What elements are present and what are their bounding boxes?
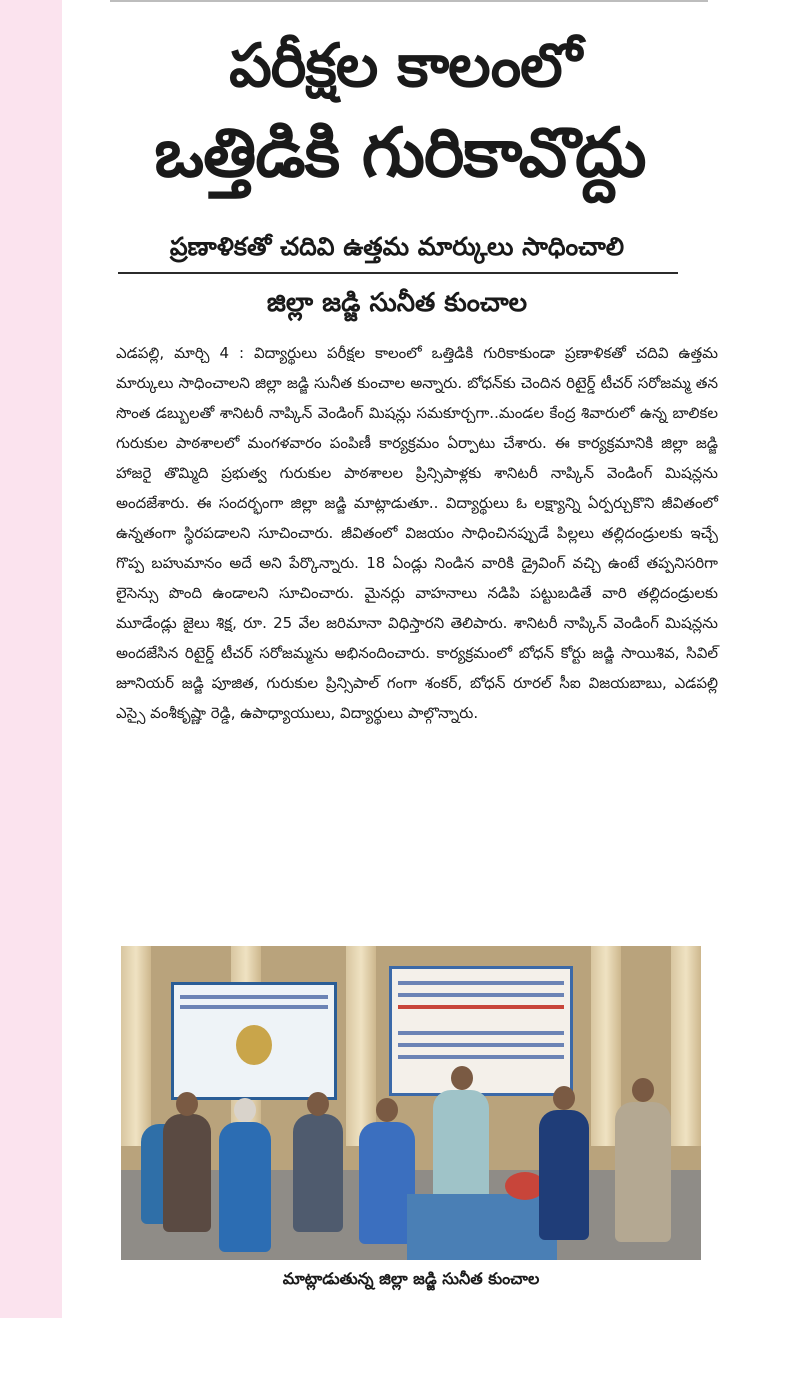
subheadline-divider (118, 272, 678, 274)
subheadline: ప్రణాళికతో చదివి ఉత్తమ మార్కులు సాధించాలి (169, 232, 625, 261)
photo-curtain (671, 946, 701, 1146)
photo-curtain (346, 946, 376, 1146)
person (293, 1114, 343, 1232)
news-photo (121, 946, 701, 1260)
event-banner (389, 966, 573, 1096)
byline: జిల్లా జడ్జి సునీత కుంచాల (266, 288, 528, 318)
photo-table (407, 1194, 557, 1260)
top-divider (110, 0, 708, 2)
person (539, 1110, 589, 1240)
photo-curtain (121, 946, 151, 1146)
school-banner (171, 982, 337, 1100)
person (163, 1114, 211, 1232)
headline-line-1: పరీక్షల కాలంలో (229, 31, 581, 101)
person (219, 1122, 271, 1252)
page-margin-strip (0, 0, 62, 1318)
school-emblem (236, 1025, 272, 1065)
photo-caption: మాట్లాడుతున్న జిల్లా జడ్జి సునీత కుంచాల (282, 1269, 540, 1288)
headline-line-2: ఒత్తిడికి గురికావొద్దు (154, 114, 646, 193)
police-officer (615, 1102, 671, 1242)
article-body: ఎడపల్లి, మార్చి 4 : విద్యార్థులు పరీక్షల కాలంలో ఒత్తిడికి గురికాకుండా ప్రణాళికతో చదివి ఉత్తమ మార్కులు సాధించాలని జిల్లా జడ్జి సునీత కుంచాల అన్నారు. బోధన్‌కు చెందిన రిటైర్డ్ టీచర్ సరోజమ్మ తన సొంత డబ్బులతో శానిటరీ నాప్కిన్ వెండింగ్ మిషన్లు సమకూర్చగా..మండల కేంద్ర శివారులో ఉన్న బాలికల గురుకుల పాఠశాలలో మంగళవారం పంపిణీ కార్యక్రమం ఏర్పాటు చేశారు. ఈ కార్యక్రమానికి జిల్లా జడ్జి హాజరై తొమ్మిది ప్రభుత్వ గురుకుల పాఠశాలల ప్రిన్సిపాళ్లకు శానిటరీ నాప్కిన్ వెండింగ్ మిషన్లను అందజేశారు. ఈ సందర్భంగా జిల్లా జడ్జి మాట్లాడుతూ.. విద్యార్థులు ఓ లక్ష్యాన్ని ఏర్పర్చుకొని జీవితంలో ఉన్నతంగా స్థిరపడాలని సూచించారు. జీవితంలో విజయం సాధించినప్పుడే పిల్లలు తల్లిదండ్రులకు ఇచ్చే గొప్ప బహుమానం అదే అని పేర్కొన్నారు. 18 ఏండ్లు నిండిన వారికి డ్రైవింగ్ వచ్చి ఉంటే తప్పనిసరిగా లైసెన్సు పొంది ఉండాలని సూచించారు. మైనర్లు వాహనాలు నడిపి పట్టుబడితే వారి తల్లిదండ్రులకు మూడేండ్లు జైలు శిక్ష, రూ. 25 వేల జరిమానా విధిస్తారని తెలిపారు. శానిటరీ నాప్కిన్ వెండింగ్ మిషన్లను అందజేసిన రిటైర్డ్ టీచర్ సరోజమ్మను అభినందించారు. కార్యక్రమంలో బోధన్ కోర్టు జడ్జి సాయిశివ, సివిల్ జూనియర్ జడ్జి పూజిత, గురుకుల ప్రిన్సిపాల్ గంగా శంకర్, బోధన్ రూరల్ సీఐ విజయబాబు, ఎడపల్లి ఎస్సై వంశీకృష్ణా రెడ్డి, ఉపాధ్యాయులు, విద్యార్థులు పాల్గొన్నారు. (116, 344, 718, 722)
